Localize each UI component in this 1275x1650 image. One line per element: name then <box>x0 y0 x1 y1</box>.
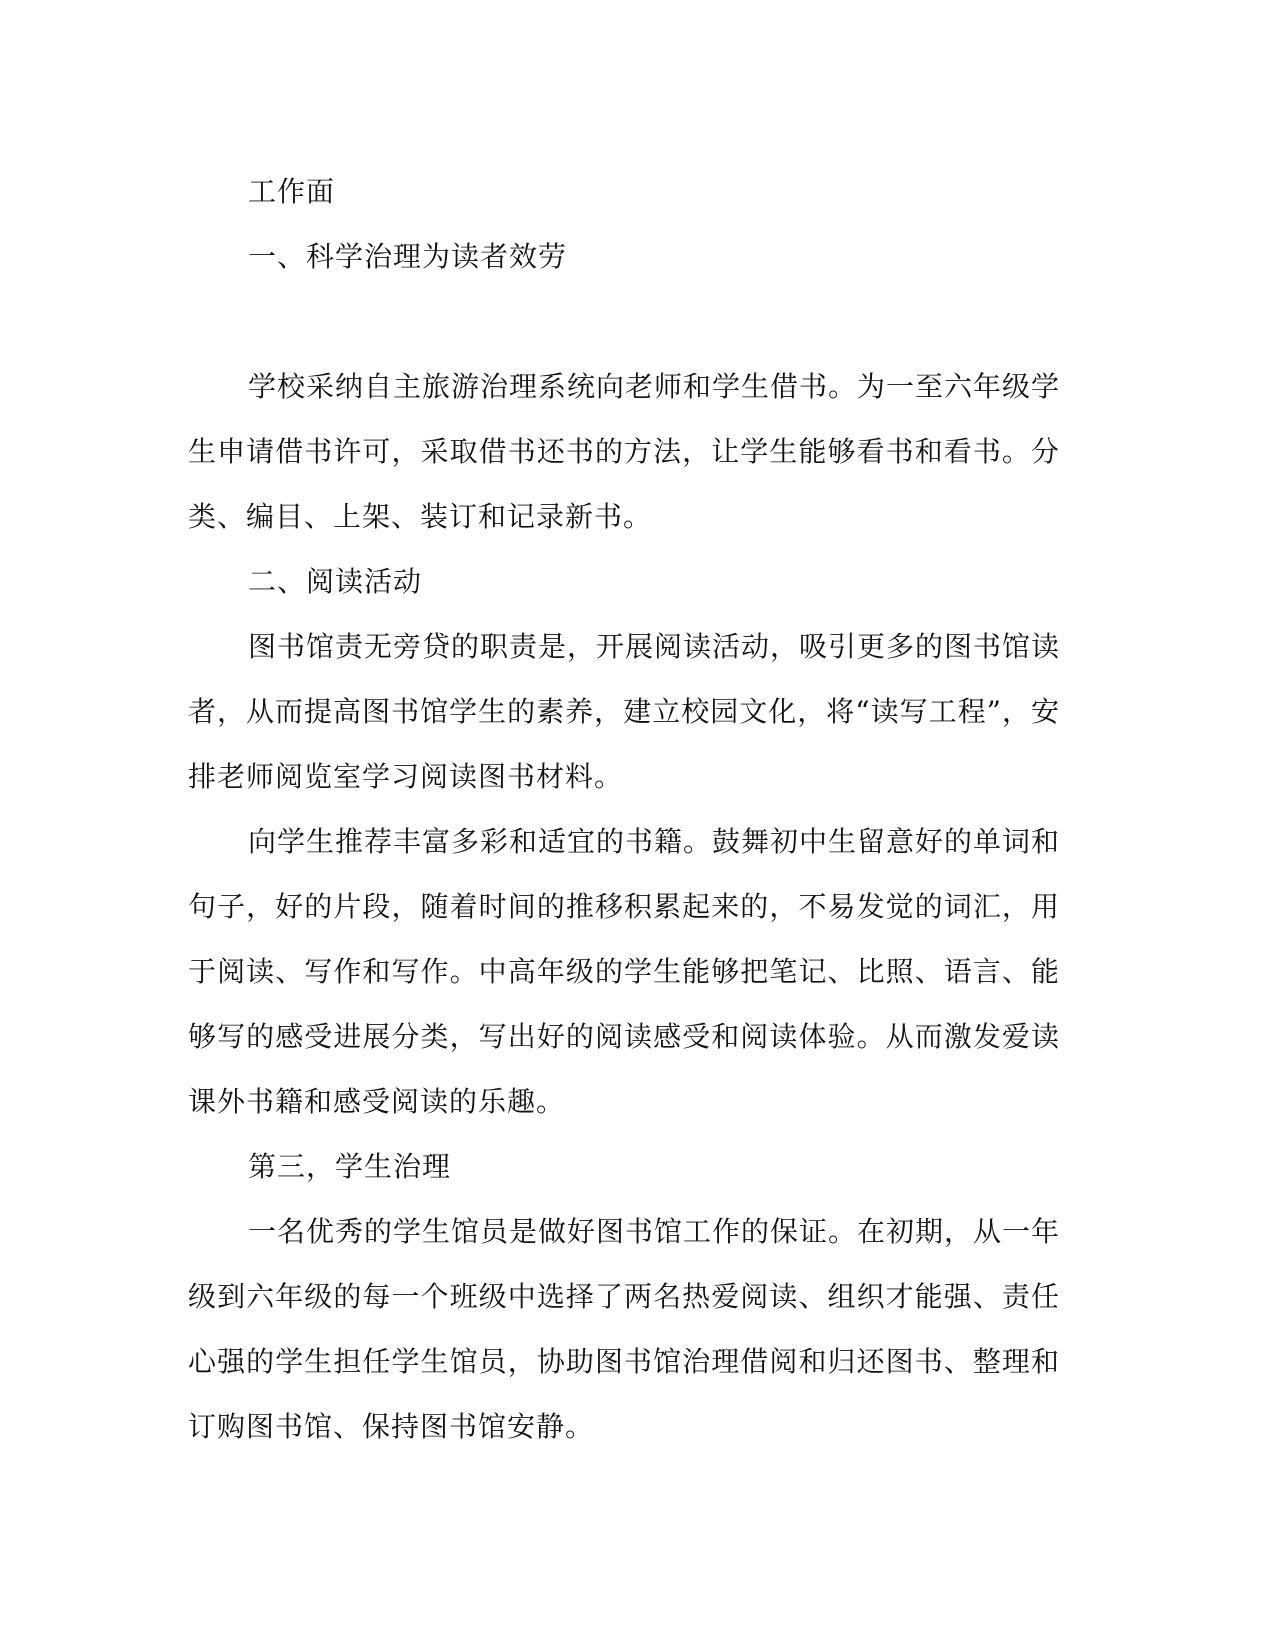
section-heading-1: 一、科学治理为读者效劳 <box>248 240 568 273</box>
paragraph-3: 向学生推荐丰富多彩和适宜的书籍。鼓舞初中生留意好的单词和句子，好的片段，随着时间的推移积累起来的，不易发觉的词汇，用于阅读、写作和写作。中高年级的学生能够把笔记、比照、语言、能够写的感受进展分类，写出好的阅读感受和阅读体验。从而激发爱读课外书籍和感受阅读的乐趣。 <box>188 825 1061 1118</box>
blank-line <box>188 289 1060 354</box>
section-heading-work: 工作面 <box>248 175 336 208</box>
paragraph-4: 一名优秀的学生馆员是做好图书馆工作的保证。在初期，从一年级到六年级的每一个班级中选择了两名热爱阅读、组织才能强、责任心强的学生担任学生馆员，协助图书馆治理借阅和归还图书、整理和订购图书馆、保持图书馆安静。 <box>188 1215 1061 1443</box>
paragraph-2: 图书馆责无旁贷的职责是，开展阅读活动，吸引更多的图书馆读者，从而提高图书馆学生的素养，建立校园文化，将“读写工程”，安排老师阅览室学习阅读图书材料。 <box>188 630 1061 793</box>
section-heading-2: 二、阅读活动 <box>248 565 423 598</box>
paragraph-1: 学校采纳自主旅游治理系统向老师和学生借书。为一至六年级学生申请借书许可，采取借书还书的方法，让学生能够看书和看书。分类、编目、上架、装订和记录新书。 <box>188 370 1061 533</box>
document-body <box>188 159 1060 1459</box>
section-heading-3: 第三，学生治理 <box>248 1150 452 1183</box>
